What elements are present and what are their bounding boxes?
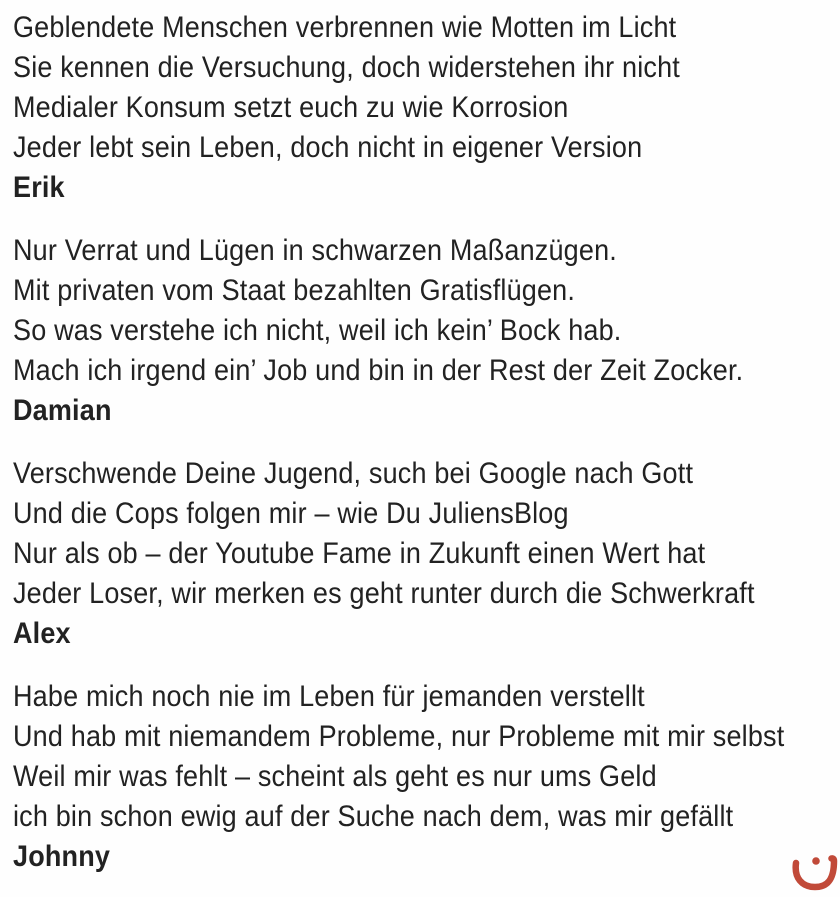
lyric-line: Habe mich noch nie im Leben für jemanden verstellt: [13, 680, 645, 713]
red-noon-watermark: [792, 850, 838, 892]
lyric-line: Medialer Konsum setzt euch zu wie Korrosion: [13, 91, 569, 124]
artist-name: Alex: [13, 617, 71, 650]
lyric-line: So was verstehe ich nicht, weil ich kein’ Bock hab.: [13, 314, 622, 347]
stanza: [13, 677, 840, 877]
lyric-line: Nur als ob – der Youtube Fame in Zukunft einen Wert hat: [13, 537, 706, 570]
arabic-noon-icon: [792, 850, 838, 892]
lyric-line: Jeder lebt sein Leben, doch nicht in eigener Version: [13, 131, 643, 164]
stanza: [13, 454, 840, 654]
lyric-line: Weil mir was fehlt – scheint als geht es nur ums Geld: [13, 760, 657, 793]
artist-name: Damian: [13, 394, 112, 427]
artist-name: Erik: [13, 171, 65, 204]
lyric-line: ich bin schon ewig auf der Suche nach dem, was mir gefällt: [13, 800, 734, 833]
stanza: [13, 8, 840, 208]
lyric-line: Jeder Loser, wir merken es geht runter durch die Schwerkraft: [13, 577, 755, 610]
lyric-line: Und hab mit niemandem Probleme, nur Probleme mit mir selbst: [13, 720, 785, 753]
lyric-line: Sie kennen die Versuchung, doch widerstehen ihr nicht: [13, 51, 680, 84]
lyric-line: Verschwende Deine Jugend, such bei Google nach Gott: [13, 457, 694, 490]
lyric-line: Nur Verrat und Lügen in schwarzen Maßanzügen.: [13, 234, 617, 267]
lyric-line: Und die Cops folgen mir – wie Du JuliensBlog: [13, 497, 569, 530]
lyric-line: Geblendete Menschen verbrennen wie Motten im Licht: [13, 11, 677, 44]
artist-name: Johnny: [13, 840, 111, 873]
lyric-line: Mit privaten vom Staat bezahlten Gratisflügen.: [13, 274, 576, 307]
stanza: [13, 231, 840, 431]
lyrics-stanzas: [13, 8, 840, 877]
lyric-line: Mach ich irgend ein’ Job und bin in der Rest der Zeit Zocker.: [13, 354, 744, 387]
